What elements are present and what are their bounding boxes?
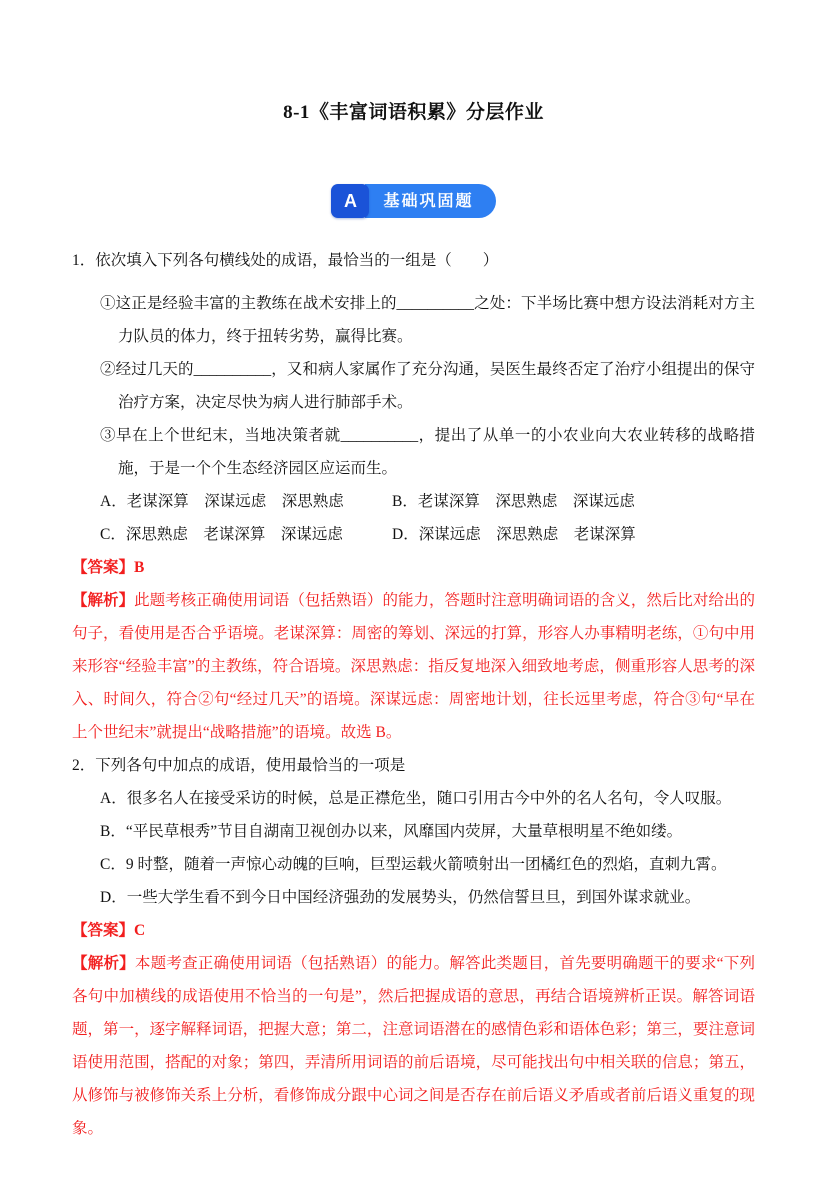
question-2-answer-line <box>72 914 755 947</box>
question-2-answer-value: C <box>134 922 146 939</box>
question-2-answer-label: 【答案】 <box>72 922 135 939</box>
question-1-analysis-text: 此题考核正确使用词语（包括熟语）的能力，答题时注意明确词语的含义，然后比对给出的句子，看使用是否合乎语境。老谋深算：周密的筹划、深远的打算，形容人办事精明老练，①句中用来形容“经验丰富”的主教练，符合语境。深思熟虑：指反复地深入细致地考虑，侧重形容人思考的深入、时间久，符合②句“经过几天”的语境。深谋远虑：周密地计划，往长远里考虑，符合③句“早在上个世纪末”就提出“战略措施”的语境。故选 B。 <box>72 592 755 741</box>
question-2-option-b: B．“平民草根秀”节目自湖南卫视创办以来，风靡国内荧屏，大量草根明星不绝如缕。 <box>100 823 683 840</box>
question-1-answer-label: 【答案】 <box>72 559 135 576</box>
question-1-options-row-1 <box>100 485 755 518</box>
question-2-option-a: A．很多名人在接受采访的时候，总是正襟危坐，随口引用古今中外的名人名句，令人叹服。 <box>100 790 732 807</box>
question-1-sentence-2: ②经过几天的__________，又和病人家属作了充分沟通，吴医生最终否定了治疗小组提出的保守治疗方案，决定尽快为病人进行肺部手术。 <box>100 361 755 411</box>
page-title: 8-1《丰富词语积累》分层作业 <box>283 102 544 123</box>
question-1-sentence-3: ③早在上个世纪末，当地决策者就__________，提出了从单一的小农业向大农业转移的战略措施，于是一个个生态经济园区应运而生。 <box>100 427 755 477</box>
question-1-analysis <box>72 584 755 749</box>
question-2-option-c: C．9 时整，随着一声惊心动魄的巨响，巨型运载火箭喷射出一团橘红色的烈焰，直刺九霄。 <box>100 856 727 873</box>
question-1-options-row-2 <box>100 518 755 551</box>
question-1-sentence-1: ①这正是经验丰富的主教练在战术安排上的__________之处：下半场比赛中想方设法消耗对方主力队员的体力，终于扭转劣势，赢得比赛。 <box>100 295 755 345</box>
question-2-analysis-label: 【解析】 <box>72 955 135 972</box>
question-1-stem: 1．依次填入下列各句横线处的成语，最恰当的一组是（ ） <box>72 252 499 269</box>
question-2-stem: 2．下列各句中加点的成语，使用最恰当的一项是 <box>72 757 406 774</box>
question-1-answer-value: B <box>134 559 145 576</box>
question-1-analysis-label: 【解析】 <box>72 592 135 609</box>
question-2-analysis <box>72 947 755 1145</box>
section-badge <box>331 184 495 218</box>
question-1-answer-line <box>72 551 755 584</box>
question-2-option-d: D．一些大学生看不到今日中国经济强劲的发展势头，仍然信誓旦旦，到国外谋求就业。 <box>100 889 701 906</box>
question-2-analysis-text: 本题考查正确使用词语（包括熟语）的能力。解答此类题目，首先要明确题干的要求“下列各句中加横线的成语使用不恰当的一句是”，然后把握成语的意思，再结合语境辨析正误。解答词语题，第一，逐字解释词语，把握大意；第二，注意词语潜在的感情色彩和语体色彩；第三，要注意词语使用范围，搭配的对象；第四，弄清所用词语的前后语境，尽可能找出句中相关联的信息；第五，从修饰与被修饰关系上分析，看修饰成分跟中心词之间是否存在前后语义矛盾或者前后语义重复的现象。 <box>72 955 755 1137</box>
question-1-option-d: D．深谋远虑 深思熟虑 老谋深算 <box>392 526 636 543</box>
question-1-option-b: B．老谋深算 深思熟虑 深谋远虑 <box>392 493 635 510</box>
section-badge-letter: A <box>331 184 369 218</box>
question-1-option-a: A．老谋深算 深谋远虑 深思熟虑 <box>100 493 344 510</box>
section-badge-title: 基础巩固题 <box>365 184 495 218</box>
question-1-option-c: C．深思熟虑 老谋深算 深谋远虑 <box>100 526 343 543</box>
